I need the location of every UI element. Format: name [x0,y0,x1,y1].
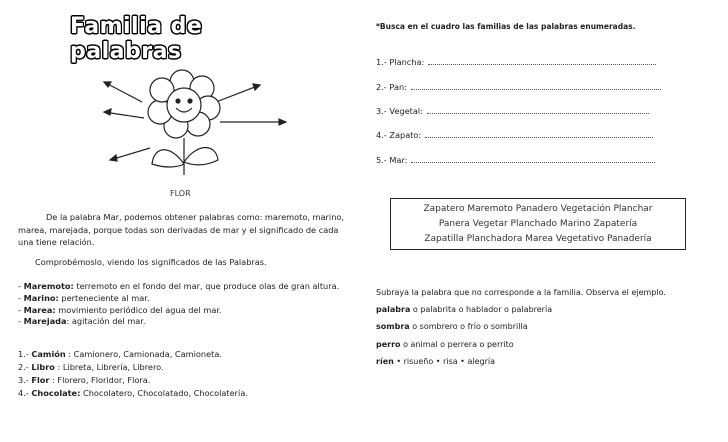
underline-instruction: Subraya la palabra que no corresponde a la familia. Observa el ejemplo. [376,288,666,297]
list-item: 4.- Chocolate: Chocolatero, Chocolatado, Chocolatería. [18,388,248,398]
list-item: 2.- Libro : Libreta, Librería, Librero. [18,362,164,372]
question-row: 2.- Pan: [376,82,661,92]
answer-line[interactable] [427,107,649,114]
page-title: Familia de palabras [70,14,203,64]
question-row: 3.- Vegetal: [376,106,649,116]
list-item: - Marejada: agitación del mar. [18,316,146,327]
answer-line[interactable] [411,156,655,163]
list-item: - Marino: perteneciente al mar. [18,292,150,303]
prompt-text: Comprobémoslo, viendo los significados de las Palabras. [35,257,267,267]
definitions-list [18,281,339,328]
answer-line[interactable] [425,131,653,138]
list-item: - Marea: movimiento periódico del agua del mar. [18,304,222,315]
answer-line[interactable] [411,83,661,90]
list-item: 3.- Flor : Florero, Floridor, Flora. [18,375,151,385]
list-item: - Maremoto: terremoto en el fondo del mar, que produce olas de gran altura. [18,281,340,291]
question-row: 5.- Mar: [376,155,655,165]
underline-row: ríen • risueño • risa • alegría [376,357,495,366]
search-instruction: *Busca en el cuadro las familias de las palabras enumeradas. [376,22,636,31]
families-list [18,348,248,400]
flower-illustration [100,60,290,190]
underline-row: sombra o sombrero o frío o sombrilla [376,322,528,331]
list-item: 1.- Camión : Camionero, Camionada, Camioneta. [18,349,222,359]
underline-row: perro o animal o perrera o perrito [376,340,514,349]
answer-line[interactable] [428,58,656,65]
underline-row: palabra o palabrita o hablador o palabrería [376,305,553,314]
question-row: 4.- Zapato: [376,130,653,140]
word-box: Zapatero Maremoto Panadero Vegetación Planchar Panera Vegetar Planchado Marino Zapatería Zapatilla Planchadora Marea Vegetativo Panadería [390,198,686,250]
intro-paragraph: De la palabra Mar, podemos obtener palabras como: maremoto, marino, marea, marejada, porque todas son derivadas de mar y el significado de cada una tiene relación. [18,212,344,247]
question-row: 1.- Plancha: [376,57,656,67]
flower-caption: FLOR [170,189,191,198]
